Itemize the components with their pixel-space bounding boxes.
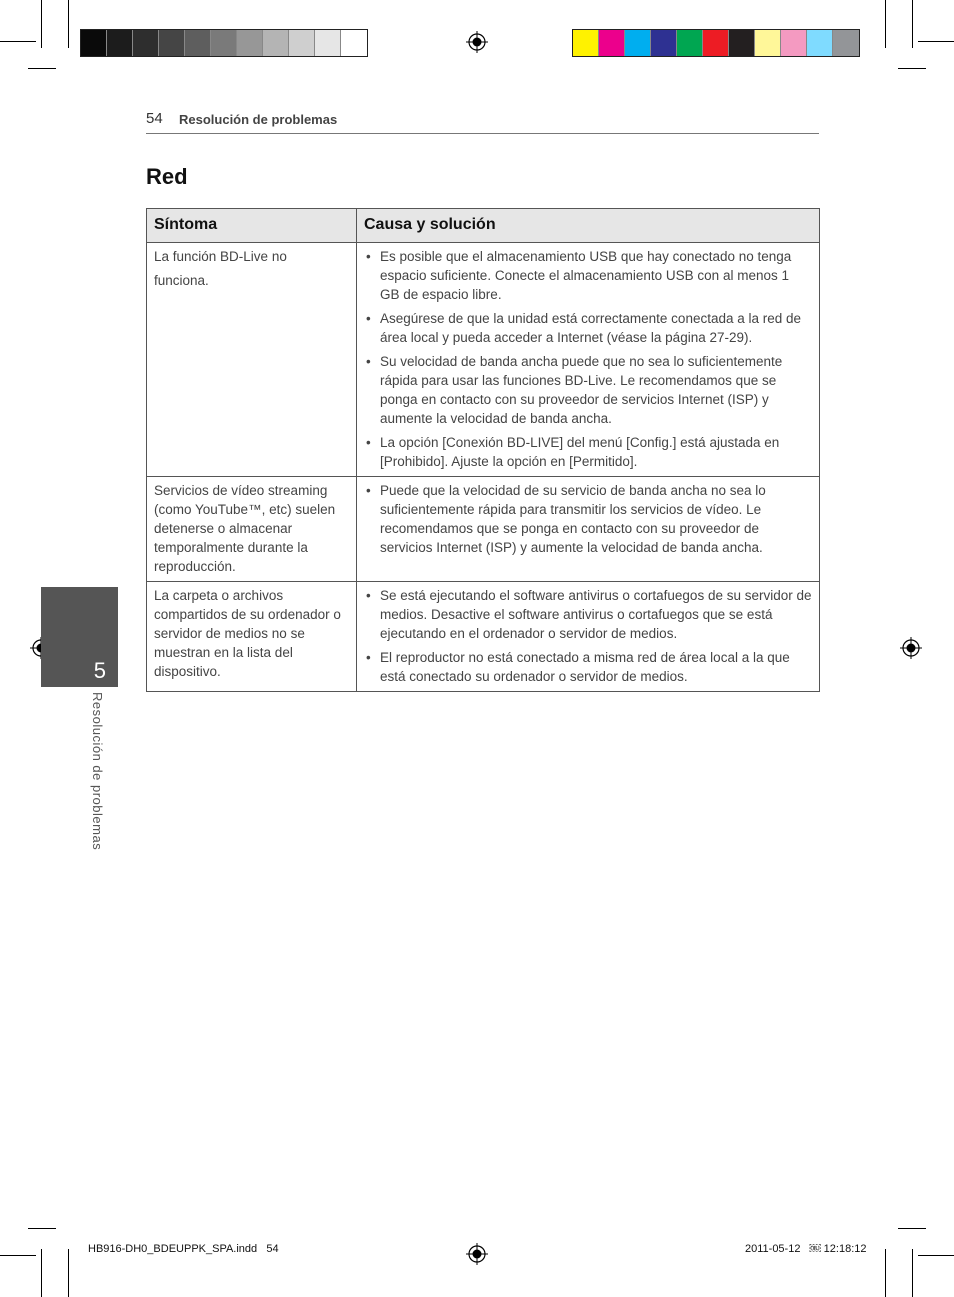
list-item: • El reproductor no está conectado a misma red de área local a la que está conectado su ordenador o servidor de medios. (364, 648, 812, 686)
color-swatch (159, 30, 185, 56)
chapter-title: Resolución de problemas (179, 112, 338, 127)
color-swatch (107, 30, 133, 56)
crop-mark (0, 1255, 36, 1256)
list-item: • La opción [Conexión BD-LIVE] del menú [Config.] está ajustada en [Prohibido]. Ajuste la opción en [Permitido]. (364, 433, 812, 471)
list-item: • Asegúrese de que la unidad está correctamente conectada a la red de área local y pueda acceder a Internet (véase la página 27-29). (364, 309, 812, 347)
crop-mark (28, 68, 56, 69)
crop-mark (28, 1228, 56, 1229)
color-swatch (211, 30, 237, 56)
footer-filename: HB916-DH0_BDEUPPK_SPA.indd 54 (88, 1243, 279, 1255)
color-swatch (599, 30, 625, 56)
chapter-tab (41, 587, 118, 687)
color-swatch (833, 30, 859, 56)
list-item: • Es posible que el almacenamiento USB que hay conectado no tenga espacio suficiente. Conecte el almacenamiento USB con al menos 1 GB de espacio libre. (364, 247, 812, 304)
symptom-cell (147, 243, 357, 477)
crop-mark (912, 0, 913, 48)
troubleshooting-table (146, 208, 820, 692)
crop-mark (918, 41, 954, 42)
color-swatch (729, 30, 755, 56)
color-swatch (341, 30, 367, 56)
color-swatch (677, 30, 703, 56)
color-swatch (573, 30, 599, 56)
cause-cell (357, 582, 820, 692)
list-item: • Puede que la velocidad de su servicio de banda ancha no sea lo suficientemente rápida para transmitir los servicios de vídeo. Le recomendamos que se ponga en contacto con su proveedor de servicios Internet (ISP) y aumente la velocidad de banda ancha. (364, 481, 812, 557)
crop-mark (918, 1255, 954, 1256)
color-swatch (237, 30, 263, 56)
footer-timestamp: 2011-05-12 ￼ 12:18:12 (745, 1243, 867, 1255)
color-swatch (781, 30, 807, 56)
chapter-number: 5 (93, 658, 106, 683)
table-row (147, 582, 820, 692)
symptom-cell: La carpeta o archivos compartidos de su ordenador o servidor de medios no se muestran en la lista del dispositivo. (147, 582, 357, 692)
crop-mark (898, 1228, 926, 1229)
color-swatch (625, 30, 651, 56)
process-color-bar (572, 29, 860, 57)
crop-mark (885, 0, 886, 48)
color-swatch (185, 30, 211, 56)
color-swatch (807, 30, 833, 56)
column-header-cause: Causa y solución (357, 209, 820, 243)
registration-mark-icon (466, 1243, 488, 1265)
color-swatch (755, 30, 781, 56)
symptom-text: La función BD-Live no (154, 249, 287, 264)
color-swatch (263, 30, 289, 56)
cause-cell (357, 243, 820, 477)
table-header-row (147, 209, 820, 243)
crop-mark (912, 1249, 913, 1297)
color-swatch (289, 30, 315, 56)
crop-mark (68, 1249, 69, 1297)
color-swatch (315, 30, 341, 56)
symptom-text: funciona. (154, 273, 209, 288)
list-item: • Se está ejecutando el software antivirus o cortafuegos de su servidor de medios. Desactive el software antivirus o cortafuegos que se está ejecutando en el ordenador o servidor de medios. (364, 586, 812, 643)
running-header (146, 108, 819, 134)
chapter-side-label: Resolución de problemas (90, 692, 105, 851)
cause-cell (357, 477, 820, 582)
crop-mark (41, 0, 42, 48)
crop-mark (885, 1249, 886, 1297)
crop-mark (68, 0, 69, 48)
grayscale-color-bar (80, 29, 368, 57)
registration-mark-icon (900, 637, 922, 659)
color-swatch (703, 30, 729, 56)
section-title: Red (146, 164, 188, 189)
page-number: 54 (146, 110, 163, 127)
registration-mark-icon (466, 31, 488, 53)
symptom-cell: Servicios de vídeo streaming (como YouTube™, etc) suelen detenerse o almacenar temporalmente durante la reproducción. (147, 477, 357, 582)
crop-mark (0, 41, 36, 42)
table-row (147, 243, 820, 477)
column-header-symptom: Síntoma (147, 209, 357, 243)
table-row (147, 477, 820, 582)
color-swatch (133, 30, 159, 56)
crop-mark (41, 1249, 42, 1297)
list-item: • Su velocidad de banda ancha puede que no sea lo suficientemente rápida para usar las funciones BD-Live. Le recomendamos que se ponga en contacto con su proveedor de servicios Internet (ISP) y aumente la velocidad de banda ancha. (364, 352, 812, 428)
color-swatch (81, 30, 107, 56)
color-swatch (651, 30, 677, 56)
crop-mark (898, 68, 926, 69)
